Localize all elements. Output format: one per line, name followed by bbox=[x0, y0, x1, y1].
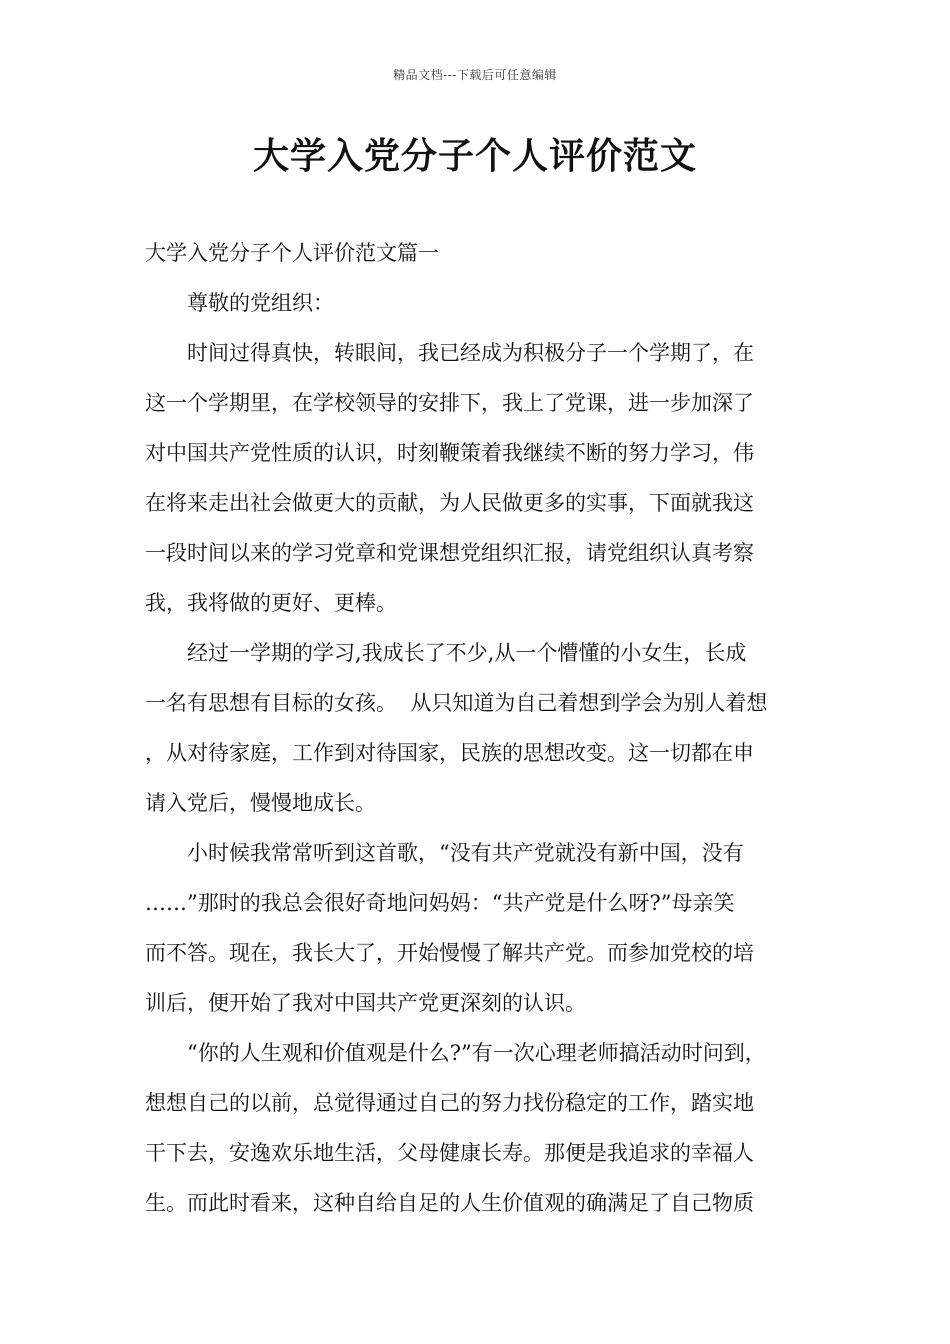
paragraph-line: 这一个学期里，在学校领导的安排下，我上了党课，进一步加深了 bbox=[145, 391, 754, 415]
paragraph-line: 我，我将做的更好、更棒。 bbox=[145, 591, 397, 615]
paragraph-line: 生。而此时看来，这种自给自足的人生价值观的确满足了自己物质 bbox=[145, 1191, 754, 1215]
paragraph-1 bbox=[145, 328, 810, 628]
paragraph-line: 而不答。现在，我长大了，开始慢慢了解共产党。而参加党校的培 bbox=[145, 941, 754, 965]
paragraph-line: 小时候我常常听到这首歌，“没有共产党就没有新中国，没有 bbox=[187, 841, 744, 865]
header-note: 精品文档---下载后可任意编辑 bbox=[393, 68, 557, 82]
section-subtitle: 大学入党分子个人评价范文篇一 bbox=[145, 241, 439, 265]
paragraph-line: 在将来走出社会做更大的贡献，为人民做更多的实事，下面就我这 bbox=[145, 491, 754, 515]
paragraph-line: 请入党后，慢慢地成长。 bbox=[145, 791, 376, 815]
paragraph-line: 一名有思想有目标的女孩。 从只知道为自己着想到学会为别人着想 bbox=[145, 691, 768, 715]
salutation: 尊敬的党组织： bbox=[187, 291, 334, 315]
paragraph-line: 对中国共产党性质的认识，时刻鞭策着我继续不断的努力学习，伟 bbox=[145, 441, 754, 465]
paragraph-line: 时间过得真快，转眼间，我已经成为积极分子一个学期了，在 bbox=[187, 341, 754, 365]
paragraph-line: 一段时间以来的学习党章和党课想党组织汇报，请党组织认真考察 bbox=[145, 541, 754, 565]
paragraph-line: 想想自己的以前，总觉得通过自己的努力找份稳定的工作，踏实地 bbox=[145, 1091, 754, 1115]
paragraph-line: 干下去，安逸欢乐地生活，父母健康长寿。那便是我追求的幸福人 bbox=[145, 1141, 754, 1165]
paragraph-line: ……”那时的我总会很好奇地问妈妈：“共产党是什么呀?”母亲笑 bbox=[145, 891, 735, 915]
paragraph-line: “你的人生观和价值观是什么?”有一次心理老师搞活动时问到， bbox=[187, 1041, 766, 1065]
paragraph-line: 经过一学期的学习,我成长了不少,从一个懵懂的小女生，长成 bbox=[187, 641, 747, 665]
paragraph-line: ，从对待家庭，工作到对待国家，民族的思想改变。这一切都在申 bbox=[145, 741, 754, 765]
paragraph-3 bbox=[145, 828, 810, 1028]
document-body bbox=[145, 228, 810, 1228]
paragraph-line: 训后，便开始了我对中国共产党更深刻的认识。 bbox=[145, 991, 586, 1015]
paragraph-2 bbox=[145, 628, 810, 828]
paragraph-4 bbox=[145, 1028, 810, 1228]
document-title: 大学入党分子个人评价范文 bbox=[252, 135, 697, 177]
